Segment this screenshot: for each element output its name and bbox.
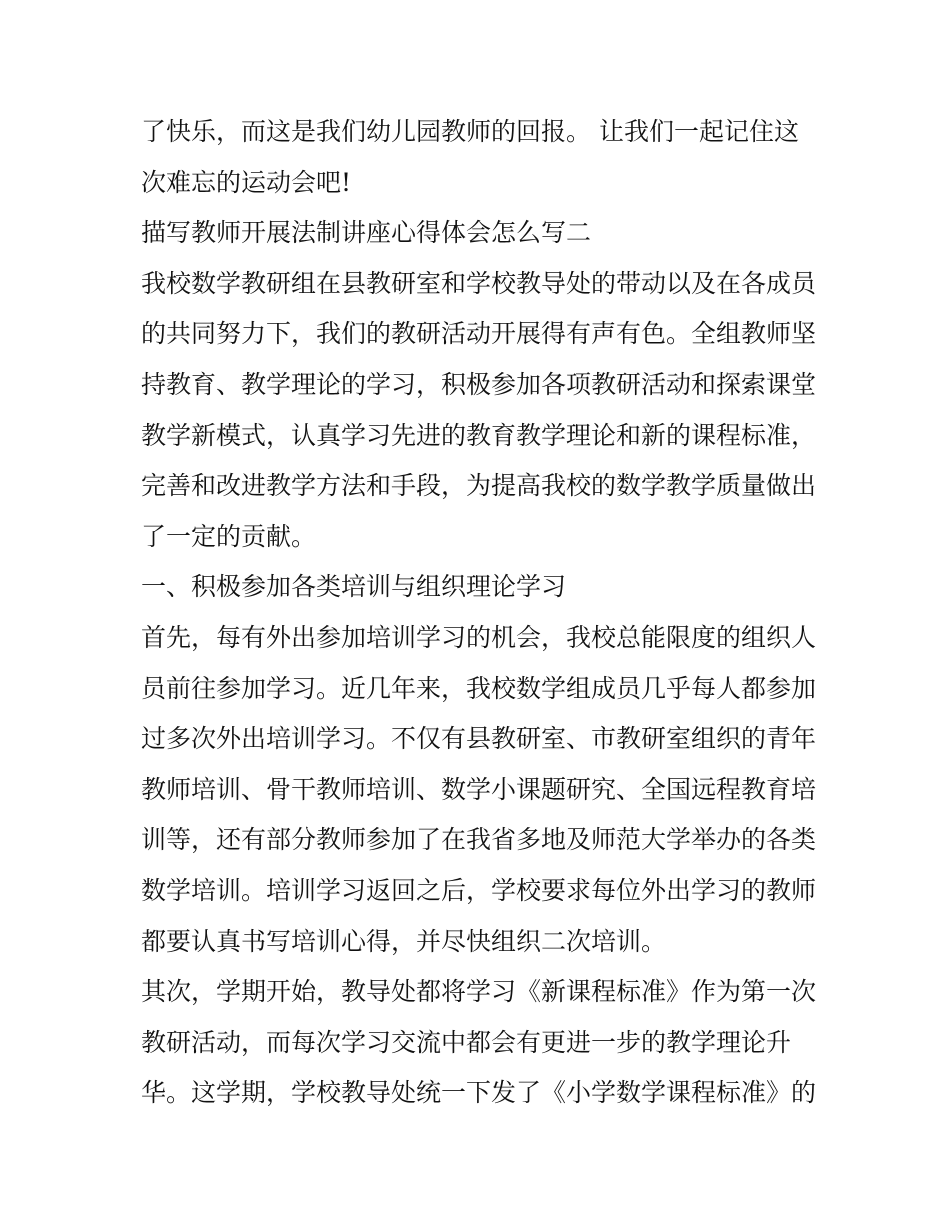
text-line: 数学培训。培训学习返回之后，学校要求每位外出学习的教师: [141, 875, 817, 905]
text-line: 教师培训、骨干教师培训、数学小课题研究、全国远程教育培: [141, 774, 817, 804]
text-line: 华。这学期，学校教导处统一下发了《小学数学课程标准》的: [141, 1078, 817, 1108]
subsection-heading: 一、积极参加各类培训与组织理论学习: [141, 572, 567, 602]
text-line: 的共同努力下，我们的教研活动开展得有声有色。全组教师坚: [141, 319, 817, 349]
text-line: 首先，每有外出参加培训学习的机会，我校总能限度的组织人: [141, 622, 817, 652]
text-line: 了快乐，而这是我们幼儿园教师的回报。 让我们一起记住这: [141, 117, 799, 146]
text-line: 完善和改进教学方法和手段，为提高我校的数学教学质量做出: [141, 471, 817, 501]
text-line: 持教育、教学理论的学习，积极参加各项教研活动和探索课堂: [141, 369, 817, 399]
text-line: 过多次外出培训学习。不仅有县教研室、市教研室组织的青年: [141, 724, 817, 754]
text-line: 教学新模式，认真学习先进的教育教学理论和新的课程标准，: [141, 420, 817, 450]
text-line: 我校数学教研组在县教研室和学校教导处的带动以及在各成员: [141, 268, 817, 298]
text-line: 员前往参加学习。近几年来，我校数学组成员几乎每人都参加: [141, 673, 817, 703]
text-line: 了一定的贡献。: [141, 521, 317, 551]
text-line: 次难忘的运动会吧!: [141, 167, 352, 197]
section-heading: 描写教师开展法制讲座心得体会怎么写二: [141, 218, 592, 248]
text-line: 训等，还有部分教师参加了在我省多地及师范大学举办的各类: [141, 825, 817, 855]
text-line: 都要认真书写培训心得，并尽快组织二次培训。: [141, 926, 667, 956]
text-line: 其次，学期开始，教导处都将学习《新课程标准》作为第一次: [141, 977, 817, 1007]
text-line: 教研活动，而每次学习交流中都会有更进一步的教学理论升: [141, 1027, 792, 1057]
document-body: [141, 107, 821, 1119]
